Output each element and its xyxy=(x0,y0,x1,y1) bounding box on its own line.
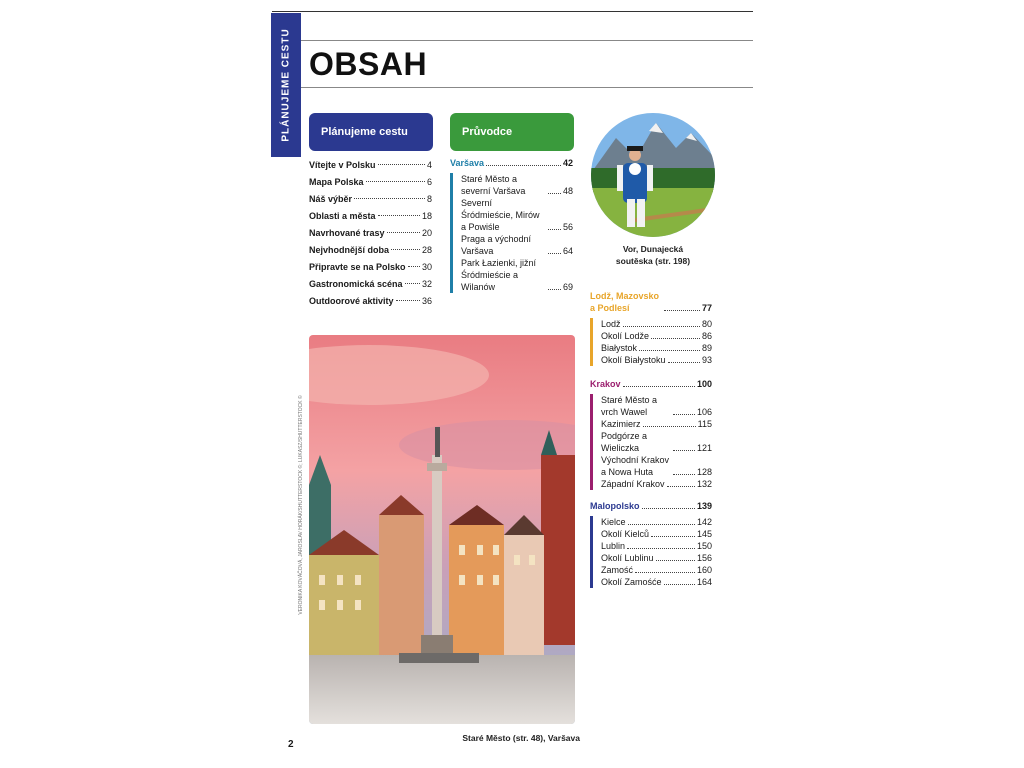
toc-section-label: Varšava xyxy=(450,158,485,168)
toc-subentry[interactable] xyxy=(601,394,712,418)
leader-dots xyxy=(354,198,425,199)
side-tab xyxy=(271,13,301,157)
toc-section-lodz xyxy=(590,290,712,366)
toc-subentry-label: Kielce xyxy=(601,517,626,527)
toc-subentry-label: Park Łazienki, jižní Śródmieście a Wilanów xyxy=(461,258,537,292)
toc-subentry[interactable] xyxy=(601,540,712,552)
toc-subentry[interactable] xyxy=(461,257,573,293)
toc-subsection-list xyxy=(590,394,712,490)
toc-subentry-page: 48 xyxy=(562,186,573,196)
toc-subentry[interactable] xyxy=(461,197,573,233)
toc-entry-page: 36 xyxy=(421,296,432,306)
toc-subentry-page: 150 xyxy=(696,541,712,551)
toc-entry-page: 30 xyxy=(421,262,432,272)
toc-subentry-page: 69 xyxy=(562,282,573,292)
toc-subentry-label: Staré Město a vrch Wawel xyxy=(601,395,658,417)
side-tab-label: PLÁNUJEME CESTU xyxy=(280,28,292,142)
leader-dots xyxy=(623,386,695,387)
circle-caption xyxy=(591,243,715,267)
toc-section-label: Lodž, Mazovsko a Podlesí xyxy=(590,291,660,313)
section-color-bar xyxy=(590,394,593,490)
toc-subentry[interactable] xyxy=(601,478,712,490)
toc-subentry-page: 160 xyxy=(696,565,712,575)
toc-section-page: 42 xyxy=(562,158,573,168)
toc-section-title[interactable] xyxy=(590,290,712,314)
toc-subentry-label: Kazimierz xyxy=(601,419,641,429)
toc-section-label: Krakov xyxy=(590,379,621,389)
toc-entry-page: 28 xyxy=(421,245,432,255)
toc-entry-label: Nejvhodnější doba xyxy=(309,245,390,255)
toc-entry[interactable] xyxy=(309,276,432,293)
toc-subentry-label: Staré Město a severní Varšava xyxy=(461,174,526,196)
toc-subentry-label: Białystok xyxy=(601,343,638,353)
toc-subentry-page: 64 xyxy=(562,246,573,256)
leader-dots xyxy=(673,450,695,451)
toc-subentry-label: Okolí Zamośće xyxy=(601,577,662,587)
leader-dots xyxy=(651,338,700,339)
toc-subentry-page: 86 xyxy=(701,331,712,341)
title-rule-bottom xyxy=(300,87,753,88)
toc-subentry[interactable] xyxy=(601,516,712,528)
toc-section-krakov xyxy=(590,378,712,490)
toc-subentry-label: Severní Śródmieście, Mirów a Powiśle xyxy=(461,198,540,232)
leader-dots xyxy=(548,193,561,194)
leader-dots xyxy=(391,249,420,250)
toc-subentry[interactable] xyxy=(601,330,712,342)
toc-subentry-page: 121 xyxy=(696,443,712,453)
toc-subentry-page: 106 xyxy=(696,407,712,417)
leader-dots xyxy=(405,283,420,284)
planning-header xyxy=(309,113,433,151)
leader-dots xyxy=(627,548,695,549)
circle-caption-line1: Vor, Dunajecká xyxy=(622,244,684,254)
toc-subentry-label: Okolí Białystoku xyxy=(601,355,666,365)
toc-subentry-page: 164 xyxy=(696,577,712,587)
photo-credit-text: VERONIKA KOVÁČOVÁ, JAROSLAV HORÁK/SHUTTERSTOCK ©; LUKASZ/SHUTTERSTOCK © xyxy=(298,395,304,615)
toc-subentry-page: 142 xyxy=(696,517,712,527)
toc-subentry[interactable] xyxy=(601,564,712,576)
leader-dots xyxy=(408,266,420,267)
toc-entry-page: 6 xyxy=(426,177,432,187)
toc-entry-label: Mapa Polska xyxy=(309,177,364,187)
leader-dots xyxy=(396,300,420,301)
title-rule-top xyxy=(300,40,753,41)
toc-subentry[interactable] xyxy=(601,454,712,478)
leader-dots xyxy=(628,524,695,525)
toc-subentry-label: Zamość xyxy=(601,565,634,575)
toc-subentry[interactable] xyxy=(601,318,712,330)
planning-list xyxy=(309,157,432,310)
toc-entry[interactable] xyxy=(309,259,432,276)
toc-section-title[interactable] xyxy=(590,378,712,390)
toc-subentry-label: Západní Krakov xyxy=(601,479,665,489)
toc-subsection-list xyxy=(450,173,573,293)
toc-section-malopolsko xyxy=(590,500,712,588)
leader-dots xyxy=(486,165,561,166)
photo-credit xyxy=(296,355,306,655)
photo-caption: Staré Město (str. 48), Varšava xyxy=(462,733,580,743)
toc-section-label: Malopolsko xyxy=(590,501,640,511)
toc-subentry-page: 128 xyxy=(696,467,712,477)
leader-dots xyxy=(656,560,695,561)
leader-dots xyxy=(387,232,420,233)
leader-dots xyxy=(378,215,420,216)
toc-entry[interactable] xyxy=(309,208,432,225)
leader-dots xyxy=(623,326,700,327)
toc-subentry-label: Lublin xyxy=(601,541,626,551)
toc-subentry[interactable] xyxy=(601,430,712,454)
toc-subentry[interactable] xyxy=(461,173,573,197)
leader-dots xyxy=(673,414,695,415)
toc-subentry-page: 115 xyxy=(697,419,712,429)
toc-entry-label: Navrhované trasy xyxy=(309,228,385,238)
circle-photo xyxy=(591,113,715,237)
toc-section-page: 100 xyxy=(696,379,712,389)
leader-dots xyxy=(548,229,561,230)
leader-dots xyxy=(668,362,700,363)
leader-dots xyxy=(639,350,700,351)
toc-subentry-label: Praga a východní Varšava xyxy=(461,234,532,256)
toc-subentry[interactable] xyxy=(461,233,573,257)
toc-entry[interactable] xyxy=(309,191,432,208)
toc-entry-page: 8 xyxy=(426,194,432,204)
toc-subsection-list xyxy=(590,516,712,588)
guide-header-label: Průvodce xyxy=(462,126,513,138)
toc-entry[interactable] xyxy=(309,242,432,259)
leader-dots xyxy=(673,474,695,475)
leader-dots xyxy=(635,572,695,573)
toc-entry-label: Outdoorové aktivity xyxy=(309,296,394,306)
toc-entry[interactable] xyxy=(309,293,432,310)
toc-subentry-page: 93 xyxy=(701,355,712,365)
toc-entry-label: Připravte se na Polsko xyxy=(309,262,406,272)
toc-subentry-page: 80 xyxy=(701,319,712,329)
toc-entry-label: Vítejte v Polsku xyxy=(309,160,376,170)
leader-dots xyxy=(548,253,561,254)
toc-subentry[interactable] xyxy=(601,342,712,354)
toc-entry-label: Náš výběr xyxy=(309,194,353,204)
leader-dots xyxy=(642,508,695,509)
old-town-photo xyxy=(309,335,575,724)
toc-section-page: 77 xyxy=(701,303,712,313)
toc-subentry-label: Okolí Lodže xyxy=(601,331,650,341)
leader-dots xyxy=(366,181,425,182)
toc-section-title[interactable] xyxy=(450,157,573,169)
planning-header-label: Plánujeme cestu xyxy=(321,126,408,138)
toc-subentry[interactable] xyxy=(601,552,712,564)
leader-dots xyxy=(664,584,695,585)
toc-section-title[interactable] xyxy=(590,500,712,512)
toc-subentry-page: 56 xyxy=(562,222,573,232)
page-number: 2 xyxy=(288,739,294,750)
toc-entry-page: 32 xyxy=(421,279,432,289)
toc-entry-page: 4 xyxy=(426,160,432,170)
toc-entry-label: Oblasti a města xyxy=(309,211,376,221)
toc-subentry-label: Podgórze a Wieliczka xyxy=(601,431,648,453)
warsaw-old-town-image xyxy=(309,335,575,724)
leader-dots xyxy=(651,536,695,537)
leader-dots xyxy=(548,289,561,290)
toc-section-varsava xyxy=(450,157,573,293)
section-color-bar xyxy=(450,173,453,293)
leader-dots xyxy=(664,310,700,311)
leader-dots xyxy=(643,426,696,427)
guide-header xyxy=(450,113,574,151)
toc-subentry-label: Okolí Kielců xyxy=(601,529,650,539)
toc-subentry[interactable] xyxy=(601,576,712,588)
toc-subentry[interactable] xyxy=(601,354,712,366)
toc-subsection-list xyxy=(590,318,712,366)
circle-caption-line2: soutěska (str. 198) xyxy=(615,256,691,266)
toc-entry-page: 18 xyxy=(421,211,432,221)
toc-entry-label: Gastronomická scéna xyxy=(309,279,403,289)
toc-entry[interactable] xyxy=(309,174,432,191)
leader-dots xyxy=(667,486,695,487)
toc-subentry-page: 156 xyxy=(696,553,712,563)
toc-entry[interactable] xyxy=(309,225,432,242)
leader-dots xyxy=(378,164,425,165)
toc-subentry-label: Lodž xyxy=(601,319,621,329)
section-color-bar xyxy=(590,516,593,588)
toc-subentry[interactable] xyxy=(601,418,712,430)
toc-subentry-page: 132 xyxy=(696,479,712,489)
toc-entry[interactable] xyxy=(309,157,432,174)
section-color-bar xyxy=(590,318,593,366)
toc-subentry-label: Okolí Lublinu xyxy=(601,553,654,563)
toc-subentry-page: 145 xyxy=(696,529,712,539)
toc-subentry-label: Východní Krakov a Nowa Huta xyxy=(601,455,670,477)
page-title: OBSAH xyxy=(309,46,428,82)
toc-subentry[interactable] xyxy=(601,528,712,540)
toc-section-page: 139 xyxy=(696,501,712,511)
toc-entry-page: 20 xyxy=(421,228,432,238)
top-rule xyxy=(272,11,753,12)
toc-subentry-page: 89 xyxy=(701,343,712,353)
raftsman-image xyxy=(591,113,715,237)
